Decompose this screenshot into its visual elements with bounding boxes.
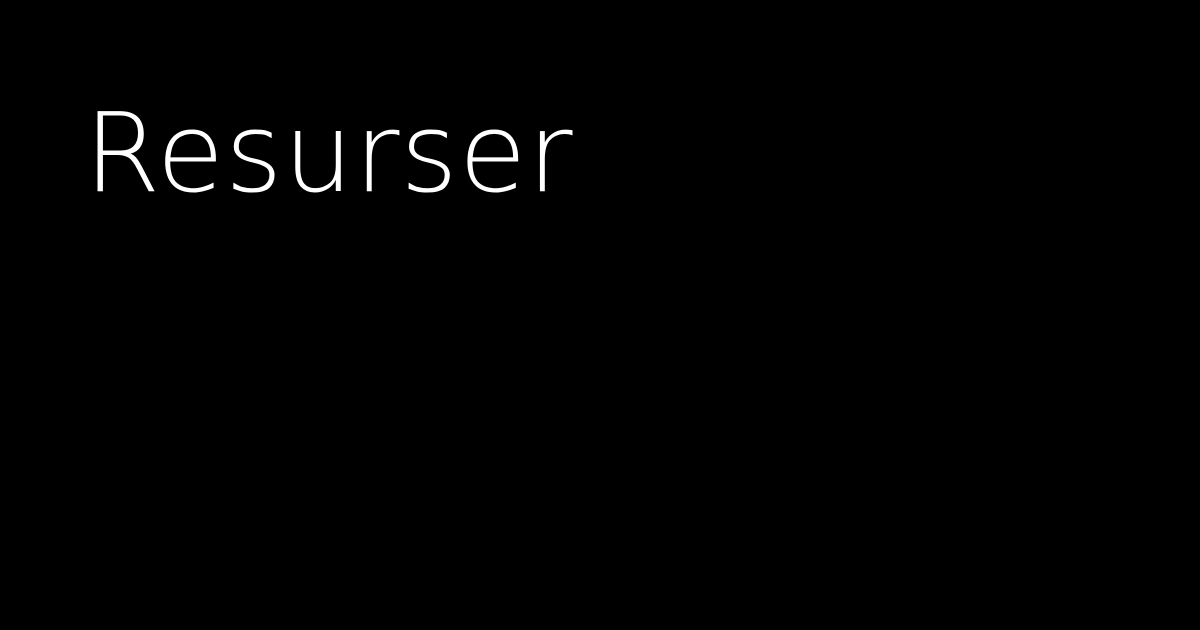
page-title: Resurser: [84, 89, 574, 217]
